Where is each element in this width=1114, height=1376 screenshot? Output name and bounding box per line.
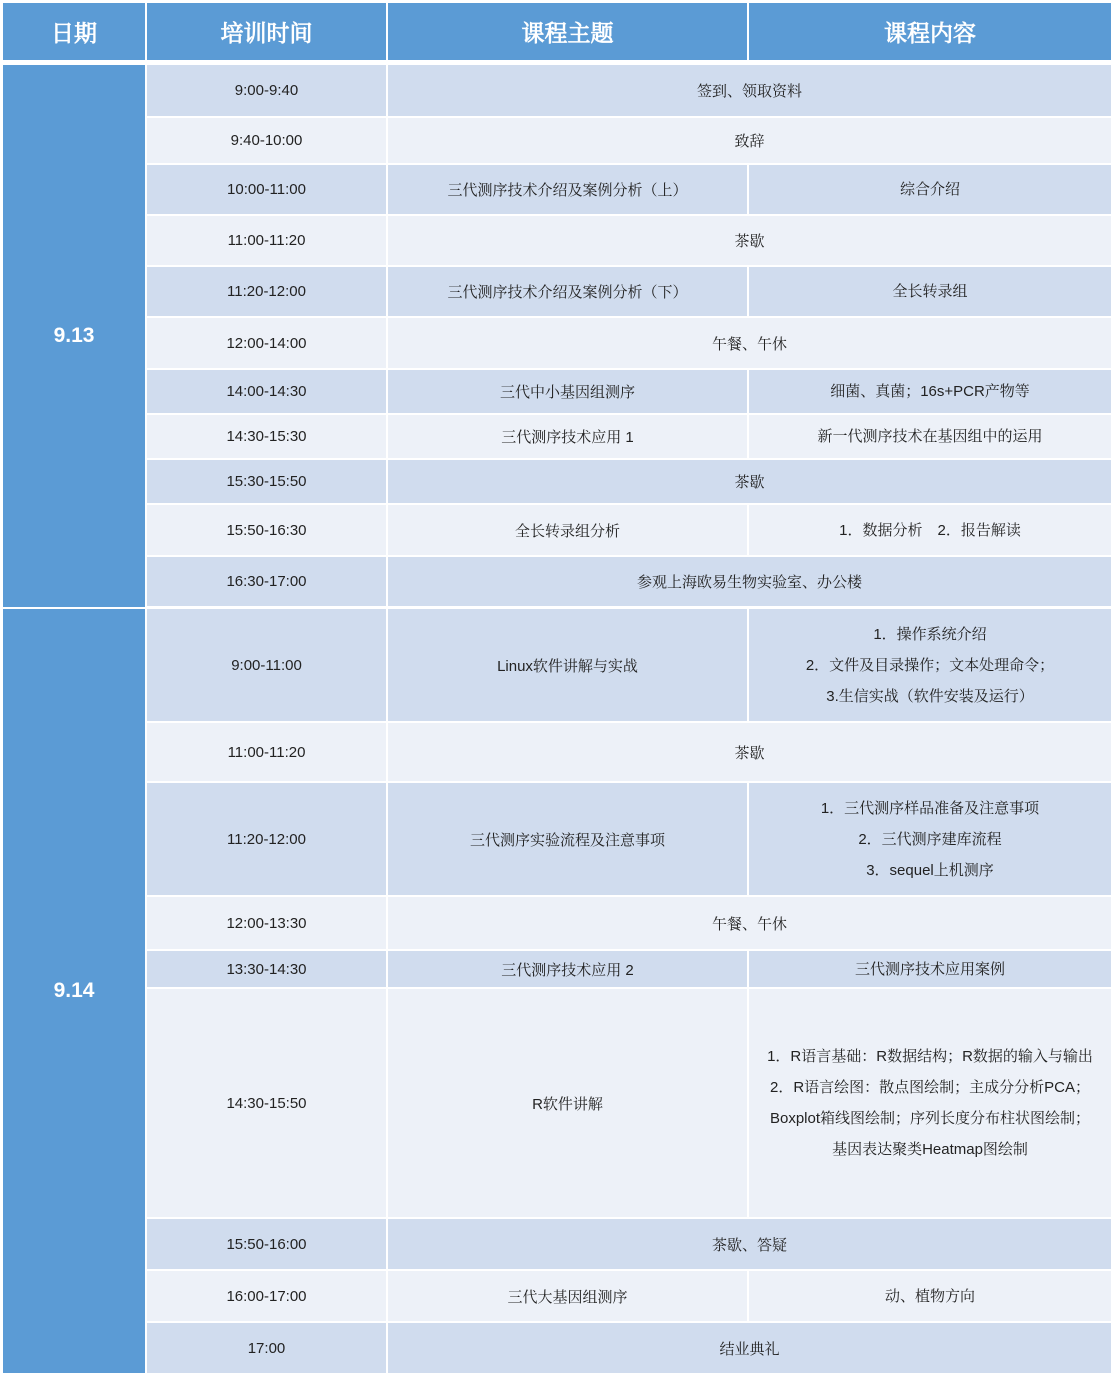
date-cell: 9.13: [3, 65, 145, 607]
date-cell: 9.14: [3, 609, 145, 1373]
content-cell: [749, 783, 1111, 895]
time-cell: 15:50-16:30: [147, 505, 386, 555]
content-cell: [749, 1271, 1111, 1321]
content-line: 2．三代测序建库流程: [858, 830, 1002, 848]
merged-cell: 致辞: [388, 118, 1111, 163]
time-cell: 16:30-17:00: [147, 557, 386, 606]
topic-cell: 三代中小基因组测序: [388, 370, 747, 413]
content-line: 2．文件及目录操作；文本处理命令；: [805, 656, 1055, 674]
time-cell: 14:00-14:30: [147, 370, 386, 413]
header-date: 日期: [3, 3, 145, 60]
time-cell: 11:20-12:00: [147, 783, 386, 895]
topic-cell: Linux软件讲解与实战: [388, 609, 747, 721]
topic-cell: 三代测序技术介绍及案例分析（下）: [388, 267, 747, 316]
time-cell: 9:00-9:40: [147, 65, 386, 116]
content-line: 动、植物方向: [884, 1287, 975, 1305]
content-line: 2．R语言绘图：散点图绘制；主成分分析PCA；: [769, 1079, 1091, 1096]
time-cell: 15:50-16:00: [147, 1219, 386, 1269]
topic-cell: R软件讲解: [388, 989, 747, 1217]
content-line: 基因表达聚类Heatmap图绘制: [832, 1141, 1028, 1158]
content-cell: [749, 267, 1111, 316]
header-topic: 课程主题: [388, 3, 747, 60]
topic-cell: 三代测序技术应用 2: [388, 951, 747, 987]
merged-cell: 茶歇: [388, 460, 1111, 503]
time-cell: 14:30-15:50: [147, 989, 386, 1217]
content-line: 全长转录组: [892, 283, 968, 300]
time-cell: 17:00: [147, 1323, 386, 1373]
header-time: 培训时间: [147, 3, 386, 60]
content-line: 3．sequel上机测序: [866, 861, 994, 879]
content-cell: [749, 951, 1111, 987]
merged-cell: 参观上海欧易生物实验室、办公楼: [388, 557, 1111, 606]
content-line: 1．三代测序样品准备及注意事项: [820, 799, 1040, 817]
time-cell: 15:30-15:50: [147, 460, 386, 503]
topic-cell: 三代测序技术应用 1: [388, 415, 747, 458]
merged-cell: 结业典礼: [388, 1323, 1111, 1373]
time-cell: 9:00-11:00: [147, 609, 386, 721]
content-line: 1．数据分析 2．报告解读: [839, 521, 1021, 539]
time-cell: 12:00-13:30: [147, 897, 386, 949]
content-cell: [749, 165, 1111, 214]
time-cell: 14:30-15:30: [147, 415, 386, 458]
header-content: 课程内容: [749, 3, 1111, 60]
time-cell: 11:00-11:20: [147, 723, 386, 781]
topic-cell: 三代测序实验流程及注意事项: [388, 783, 747, 895]
content-line: 三代测序技术应用案例: [854, 960, 1005, 978]
content-cell: [749, 415, 1111, 458]
content-line: 细菌、真菌；16s+PCR产物等: [830, 383, 1030, 400]
content-cell: [749, 370, 1111, 413]
time-cell: 11:20-12:00: [147, 267, 386, 316]
merged-cell: 午餐、午休: [388, 318, 1111, 368]
content-line: 3.生信实战（软件安装及运行）: [826, 687, 1034, 705]
time-cell: 16:00-17:00: [147, 1271, 386, 1321]
content-line: 综合介绍: [899, 181, 960, 198]
content-line: 1．操作系统介绍: [873, 625, 987, 643]
content-cell: [749, 505, 1111, 555]
topic-cell: 全长转录组分析: [388, 505, 747, 555]
content-line: 1．R语言基础：R数据结构；R数据的输入与输出: [767, 1048, 1093, 1065]
merged-cell: 茶歇: [388, 216, 1111, 265]
topic-cell: 三代测序技术介绍及案例分析（上）: [388, 165, 747, 214]
time-cell: 10:00-11:00: [147, 165, 386, 214]
merged-cell: 午餐、午休: [388, 897, 1111, 949]
content-cell: [749, 989, 1111, 1217]
topic-cell: 三代大基因组测序: [388, 1271, 747, 1321]
merged-cell: 签到、领取资料: [388, 65, 1111, 116]
content-line: Boxplot箱线图绘制；序列长度分布柱状图绘制；: [769, 1110, 1091, 1127]
merged-cell: 茶歇、答疑: [388, 1219, 1111, 1269]
time-cell: 13:30-14:30: [147, 951, 386, 987]
content-cell: [749, 609, 1111, 721]
time-cell: 12:00-14:00: [147, 318, 386, 368]
time-cell: 11:00-11:20: [147, 216, 386, 265]
time-cell: 9:40-10:00: [147, 118, 386, 163]
content-line: 新一代测序技术在基因组中的运用: [817, 428, 1043, 445]
merged-cell: 茶歇: [388, 723, 1111, 781]
